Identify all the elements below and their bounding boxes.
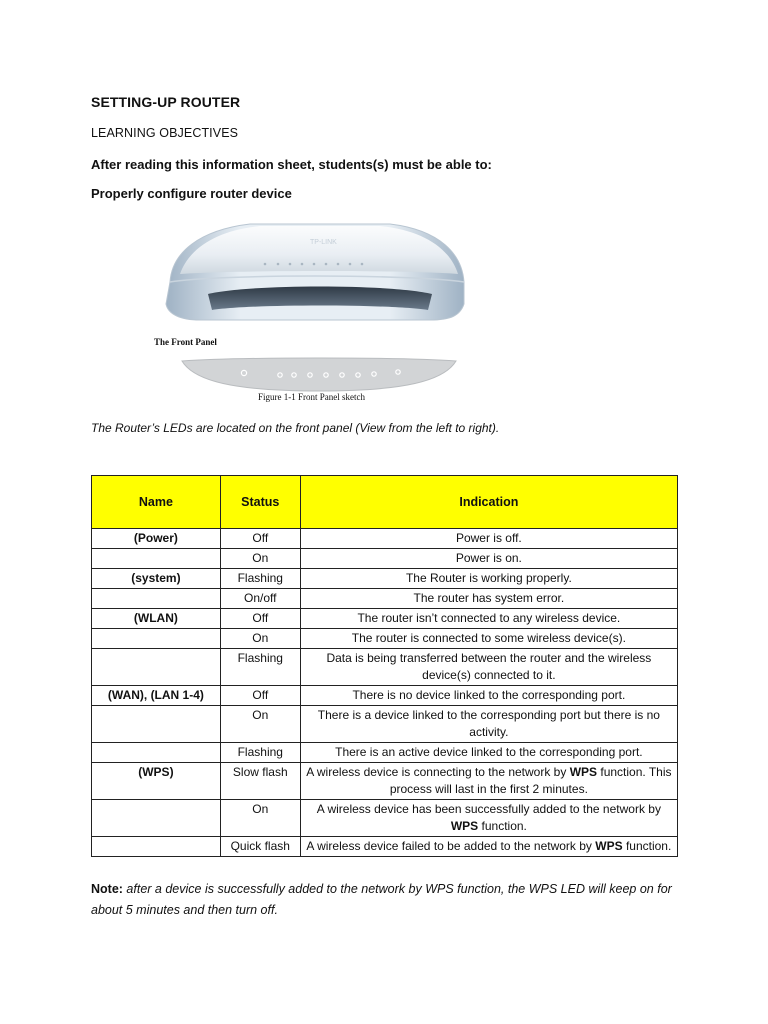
indication-text: function.: [478, 819, 527, 833]
note-label: Note:: [91, 882, 123, 896]
table-row: [92, 800, 678, 837]
table-row: [92, 629, 678, 649]
indication-text: A wireless device has been successfully added to the network by: [316, 802, 661, 816]
table-row: [92, 743, 678, 763]
objective-text: Properly configure router device: [91, 186, 292, 201]
led-status: Flashing: [220, 743, 300, 763]
led-name: [92, 837, 221, 857]
table-row: [92, 706, 678, 743]
led-status: On: [220, 800, 300, 837]
led-name: (WLAN): [92, 609, 221, 629]
front-panel-sketch: [178, 355, 460, 395]
led-status: Off: [220, 529, 300, 549]
led-indication: There is a device linked to the corresponding port but there is no activity.: [300, 706, 677, 743]
led-status: Flashing: [220, 569, 300, 589]
page-title: SETTING-UP ROUTER: [91, 94, 241, 110]
led-indication: The router isn’t connected to any wireless device.: [300, 609, 677, 629]
led-indication: [300, 837, 677, 857]
wps-keyword: WPS: [450, 819, 479, 833]
table-row: [92, 529, 678, 549]
router-brand-label: TP-LINK: [310, 239, 337, 246]
led-name: (system): [92, 569, 221, 589]
table-row: [92, 549, 678, 569]
led-indication: The router has system error.: [300, 589, 677, 609]
led-name: (Power): [92, 529, 221, 549]
led-name: (WPS): [92, 763, 221, 800]
led-status: Off: [220, 686, 300, 706]
led-indication: There is no device linked to the corresponding port.: [300, 686, 677, 706]
header-status: Status: [220, 476, 300, 529]
led-indication: Power is off.: [300, 529, 677, 549]
intro-text: The Router’s LEDs are located on the front panel (View from the left to right).: [91, 421, 500, 435]
note-text: after a device is successfully added to the network by WPS function, the WPS LED will keep on for about 5 minutes and then turn off.: [91, 882, 672, 917]
table-row: [92, 569, 678, 589]
led-status: On: [220, 706, 300, 743]
led-indication: There is an active device linked to the corresponding port.: [300, 743, 677, 763]
led-name: (WAN), (LAN 1-4): [92, 686, 221, 706]
led-name: [92, 629, 221, 649]
table-row: [92, 763, 678, 800]
led-name: [92, 589, 221, 609]
led-status: On: [220, 629, 300, 649]
led-status: Slow flash: [220, 763, 300, 800]
led-indication: [300, 800, 677, 837]
table-row: [92, 649, 678, 686]
note-paragraph: [91, 879, 701, 921]
led-status: Flashing: [220, 649, 300, 686]
header-indication: Indication: [300, 476, 677, 529]
led-indication: The Router is working properly.: [300, 569, 677, 589]
led-status: On/off: [220, 589, 300, 609]
learning-objectives-heading: LEARNING OBJECTIVES: [91, 126, 239, 140]
table-row: [92, 589, 678, 609]
front-panel-title: The Front Panel: [154, 337, 217, 347]
led-indication: The router is connected to some wireless device(s).: [300, 629, 677, 649]
header-name: Name: [92, 476, 221, 529]
led-status: On: [220, 549, 300, 569]
wps-keyword: WPS: [569, 765, 598, 779]
led-name: [92, 800, 221, 837]
led-table: [91, 475, 678, 857]
figure-caption: Figure 1-1 Front Panel sketch: [258, 392, 365, 402]
led-status: Off: [220, 609, 300, 629]
table-row: [92, 837, 678, 857]
indication-text: A wireless device is connecting to the network by: [306, 765, 570, 779]
led-name: [92, 549, 221, 569]
router-image: [160, 212, 470, 324]
table-header-row: [92, 476, 678, 529]
led-status: Quick flash: [220, 837, 300, 857]
led-indication: Power is on.: [300, 549, 677, 569]
led-name: [92, 743, 221, 763]
indication-text: function. This process will last in the first 2 minutes.: [389, 765, 672, 796]
led-name: [92, 649, 221, 686]
led-indication: [300, 763, 677, 800]
table-row: [92, 686, 678, 706]
indication-text: A wireless device failed to be added to the network by: [306, 839, 596, 853]
led-indication: Data is being transferred between the router and the wireless device(s) connected to it.: [300, 649, 677, 686]
led-name: [92, 706, 221, 743]
table-row: [92, 609, 678, 629]
wps-keyword: WPS: [595, 839, 623, 853]
indication-text: function.: [622, 839, 672, 853]
after-reading-text: After reading this information sheet, students(s) must be able to:: [91, 157, 492, 172]
